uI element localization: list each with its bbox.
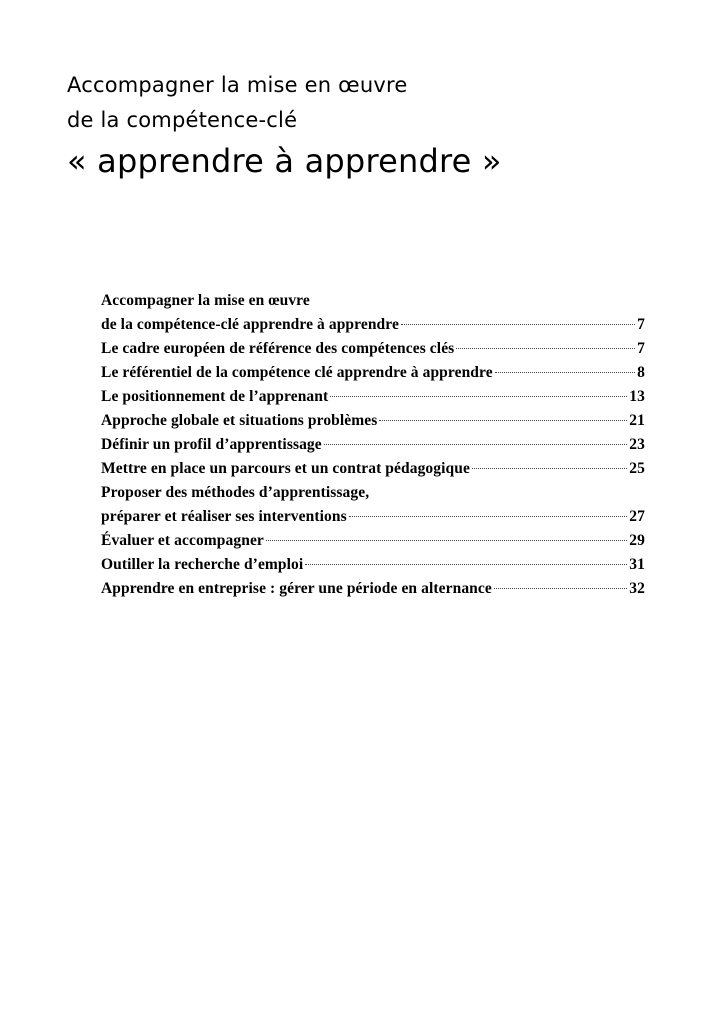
toc-entry-line xyxy=(101,289,645,313)
toc-entry[interactable] xyxy=(101,529,645,553)
toc-entry-line xyxy=(101,337,645,361)
toc-entry-title: Mettre en place un parcours et un contrat pédagogique xyxy=(101,460,470,477)
toc-entry-title: de la compétence-clé apprendre à apprendre xyxy=(101,316,399,333)
toc-entry[interactable] xyxy=(101,385,645,409)
table-of-contents xyxy=(101,289,645,601)
toc-page-number: 8 xyxy=(637,364,645,381)
toc-entry[interactable] xyxy=(101,409,645,433)
title-line-1: Accompagner la mise en œuvre xyxy=(67,73,408,97)
toc-entry-title: Le positionnement de l’apprenant xyxy=(101,388,329,405)
title-line-2: de la compétence-clé xyxy=(67,108,298,132)
toc-page-number: 7 xyxy=(637,316,645,333)
toc-entry-title: Le référentiel de la compétence clé apprendre à apprendre xyxy=(101,364,493,381)
toc-entry[interactable] xyxy=(101,481,645,529)
toc-page-number: 7 xyxy=(637,340,645,357)
document-title xyxy=(67,68,502,182)
toc-entry[interactable] xyxy=(101,289,645,337)
dot-leader xyxy=(401,324,635,325)
toc-entry-line xyxy=(101,457,645,481)
toc-entry-title: Apprendre en entreprise : gérer une période en alternance xyxy=(101,580,492,597)
toc-entry-line xyxy=(101,433,645,457)
dot-leader xyxy=(456,348,635,349)
toc-entry-line xyxy=(101,481,645,505)
title-line-3: « apprendre à apprendre » xyxy=(67,142,502,180)
toc-entry-title: Proposer des méthodes d’apprentissage, xyxy=(101,484,370,501)
toc-entry-title: préparer et réaliser ses interventions xyxy=(101,508,347,525)
toc-entry[interactable] xyxy=(101,337,645,361)
toc-page-number: 25 xyxy=(629,460,645,477)
toc-page-number: 21 xyxy=(629,412,645,429)
toc-entry-line xyxy=(101,505,645,529)
toc-entry-line xyxy=(101,577,645,601)
toc-entry-line xyxy=(101,385,645,409)
toc-page-number: 27 xyxy=(629,508,645,525)
toc-entry[interactable] xyxy=(101,457,645,481)
toc-entry[interactable] xyxy=(101,577,645,601)
dot-leader xyxy=(495,372,635,373)
toc-entry-line xyxy=(101,313,645,337)
toc-page-number: 32 xyxy=(629,580,645,597)
toc-entry-line xyxy=(101,409,645,433)
toc-page-number: 29 xyxy=(629,532,645,549)
toc-entry-title: Le cadre européen de référence des compétences clés xyxy=(101,340,455,357)
toc-page-number: 23 xyxy=(629,436,645,453)
toc-entry-title: Évaluer et accompagner xyxy=(101,532,264,549)
toc-entry-title: Définir un profil d’apprentissage xyxy=(101,436,322,453)
dot-leader xyxy=(349,516,628,517)
toc-entry[interactable] xyxy=(101,553,645,577)
toc-entry-title: Approche globale et situations problèmes xyxy=(101,412,378,429)
dot-leader xyxy=(494,588,627,589)
dot-leader xyxy=(379,420,627,421)
toc-entry-line xyxy=(101,553,645,577)
toc-entry-title: Outiller la recherche d’emploi xyxy=(101,556,304,573)
toc-entry[interactable] xyxy=(101,433,645,457)
toc-entry[interactable] xyxy=(101,361,645,385)
dot-leader xyxy=(266,540,627,541)
dot-leader xyxy=(305,564,627,565)
toc-entry-line xyxy=(101,361,645,385)
dot-leader xyxy=(330,396,627,397)
toc-entry-title: Accompagner la mise en œuvre xyxy=(101,292,310,309)
toc-entry-line xyxy=(101,529,645,553)
toc-page-number: 13 xyxy=(629,388,645,405)
dot-leader xyxy=(324,444,628,445)
toc-page-number: 31 xyxy=(629,556,645,573)
dot-leader xyxy=(472,468,627,469)
